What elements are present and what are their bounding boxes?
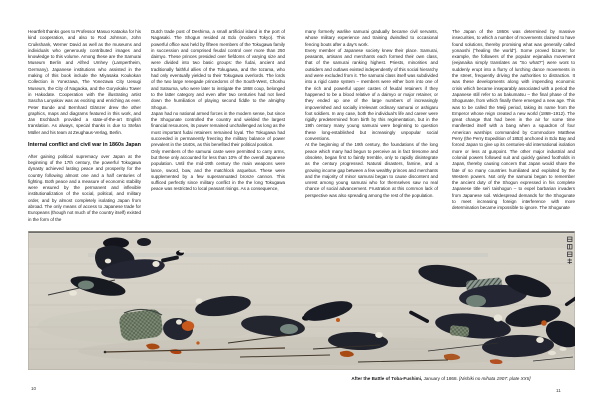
text-column-4 [452, 29, 575, 229]
battle-illustration [28, 231, 575, 370]
acknowledgements-paragraph: Heartfelt thanks goes to Professor Masuo Kataoka for his kind cooperation, and also to Rod Johnson, John Cruikshank, Werner David as well as the museums and individuals who generously contributed images and knowledge to this volume. Among these are the Samurai Museum Berlin and Alfred Umhey (Lampertheim, Germany). Japanese institutions who assisted in the making of this book include the Miyasaka Koukokan Collection in Yonezawa, The Yonezawa City Uesugi Museum, the City of Nagaoka, and the Goryokaku Tower in Hakodate. Cooperation with the illustrating artist Sascha Lunyakov was as exciting and enriching as ever. Peter Bunde and Bernhard Glänzer drew the other graphics, maps and diagrams featured in this work, and Jan Eschbach provided a state-of-the-art English translation. As always, special thanks is due to Stefan Müller and his team at Zeughaus-Verlag, Berlin. [28, 29, 141, 135]
caption-date: January of 1868. [422, 376, 460, 381]
text-column-3 [305, 29, 438, 229]
body-paragraph: many formerly warlike samurai gradually became civil servants, whose military experience and training dwindled to occasional fencing bouts after a day's work. [305, 29, 438, 47]
body-paragraph: The Japan of the 1860s was determined by massive insecurities, to which a number of movements claimed to have found solutions, thereby promising what was generally called yonaoshi ("healing the world"). Some proved bizarre; for example, the followers of the popular eejanaika movement (eejanaika simply translates as "So what?") were wont to suddenly erupt into a flurry of lurching dance movements in the street, frequently driving the authorities to distraction. It was these developments along with impending economic crisis which became inseparably associated with a period the Japanese still refer to as bakumatsu – the final phase of the Shogunate, from which finally there emerged a new age. This was to be called the Meiji period, taking its name from the Emperor whose reign created a new world (1868–1912). The great change that had been in the air for some time manifested itself with a bang when a squadron of four American warships commanded by Commodore Matthew Perry (the Perry Expedition of 1853) anchored in Edo Bay and forced Japan to give up its centuries-old international isolation more or less at gunpoint. The other major industrial and colonial powers followed suit and quickly gained footholds in Japan, thereby causing concern that Japan would share the fate of so many countries humiliated and exploited by the Western powers. Not only the samurai began to remember the ancient duty of the Shogun expressed in his complete Japanese title sei'i taishogun – to expel barbarian invaders from Japanese soil. Widespread demands for the Shogunate to meet increasing foreign interference with more determination became impossible to ignore. The Shogunate [452, 29, 575, 211]
caption-title: After the Battle of Toba-Fushimi, [351, 376, 423, 381]
text-column-1 [28, 29, 141, 229]
section-heading: Internal conflict and civil war in 1860s Japan [28, 142, 141, 149]
text-column-2 [151, 29, 285, 229]
caption-source: [Nishiki no mihata 1907: plate XXII] [459, 376, 531, 381]
body-paragraph: After gaining political supremacy over Japan at the beginning of the 17th century, the powerful Tokugawa dynasty achieved lasting peace and prosperity for the country following almost one and a half centuries of fighting. Both peace and a measure of economic stability were ensured by the permanent and inflexible institutionalization of the social, political, and military order, and by almost completely isolating Japan from abroad. The only means of access to Japanese trade for Europeans (though not much of the country itself) existed in the form of the [28, 153, 141, 222]
body-paragraph: Dutch trade post of Deshima, a small artificial island in the port of Nagasaki. The Shogun resided at Edo (modern Tokyo). This powerful office was held by fifteen members of the Tokugawa family in succession and comprised feudal control over more than 250 daimyo. These princes presided over fiefdoms of varying size and were divided into two basic groups: the fudai, ancient and traditionally faithful allies of the Tokugawa, and the tozama, who had only eventually yielded to their Tokugawa overlords. The lords of the two large renegade princedoms of the South-West, Choshu and Satsuma, who were later to instigate the 1868 coup, belonged to the latter category and even after two centuries had not lived down the humiliation of playing second fiddle to the almighty Shogun. [151, 29, 285, 110]
body-paragraph: Every member of Japanese society knew their place. Samurai, peasants, artisans and merchants each formed their own class, that of the samurai ranking highest. Priests, minorities and outsiders and outlaws existed independently of this social hierarchy and were excluded from it. The samurai class itself was subdivided into a rigid caste system – members were either born into one of the rich and powerful upper castes of feudal retainers if they happened to be a blood relative of a daimyo or major retainer, or they ended up one of the large numbers of increasingly impoverished and socially irrelevant ordinary samurai or ashigaru foot soldiers. In any case, both the individual's life and career were rigidly predetermined from birth by this regimentation, but in the 19th century many young samurai were beginning to question these long-established but increasingly unpopular social conventions. [305, 47, 438, 142]
body-paragraph: Only members of the samurai caste were permitted to carry arms, but these only accounted for less than 10% of the overall Japanese population. Until the mid-19th century the main weapons were lance, sword, bow, and the matchlock arquebus. These were supplemented by a few superannuated bronze cannon. This sufficed perfectly since military conflict in the the long Tokugawa peace was restricted to local peasant risings. As a consequence, [151, 148, 285, 192]
page-number-left: 10 [31, 386, 37, 391]
body-paragraph: Japan had no national armed forces in the modern sense, but since the Shogunate controlled the country and wielded the largest financial resources, its power remained unchallenged as long as the most important fudai retainers remained loyal. The Tokugawa had succeeded in permanently freezing the military balance of power prevalent in the 1640s, as this benefited their political position. [151, 110, 285, 148]
illustration-caption [305, 376, 577, 382]
body-paragraph: At the beginning of the 19th century, the foundations of the long peace which many had begun to perceive as in fact tiresome and obsolete, began first to faintly tremble, only to rapidly disintegrate as the century progressed. Natural disasters, famine, and a growing income gap between a few wealthy princes and merchants and the majority of minor samurai began to cause discontent and unrest among young samurai who for themselves saw no real chance of social advancement. Frustration at this common lack of perspective was also spreading among the rest of the population. [305, 142, 438, 198]
woodblock-print [28, 231, 575, 370]
page-number-right: 11 [556, 388, 561, 393]
